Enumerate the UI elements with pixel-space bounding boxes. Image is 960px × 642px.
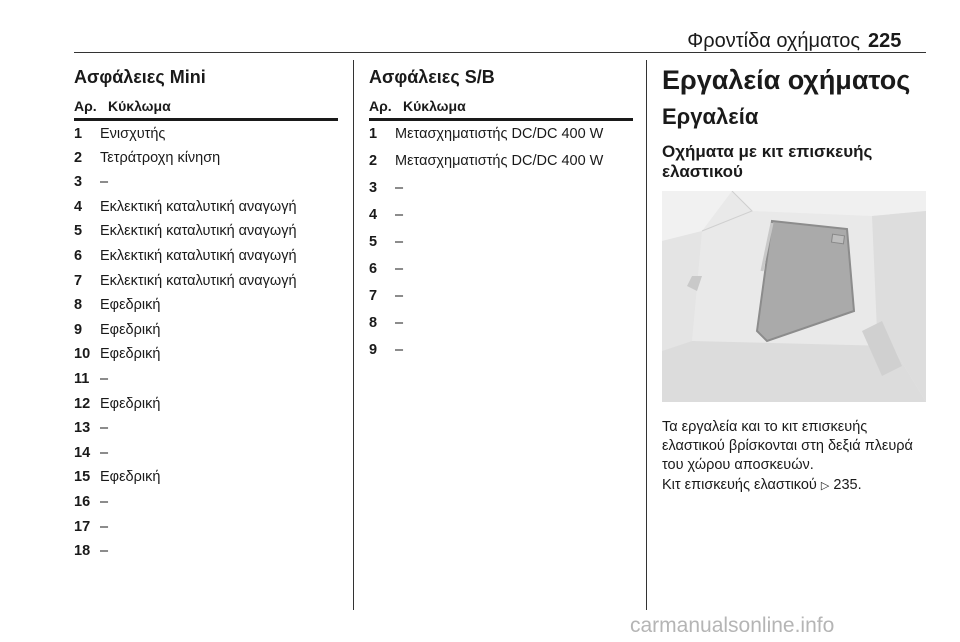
fuse-circuit: Εφεδρική xyxy=(100,346,161,363)
tools-heading: Εργαλεία οχήματος xyxy=(662,65,911,95)
column-divider-1 xyxy=(353,60,354,610)
fuses-sb-section xyxy=(369,64,633,364)
fuse-number: 13 xyxy=(74,420,91,437)
header-rule xyxy=(74,52,926,53)
fuse-circuit: Εφεδρική xyxy=(100,321,161,338)
column-divider-2 xyxy=(646,60,647,610)
fuses-mini-rows xyxy=(74,121,338,564)
table-row xyxy=(74,318,338,343)
fuse-circuit: – xyxy=(100,370,109,387)
fuse-number: 9 xyxy=(369,342,378,358)
fuse-number: 7 xyxy=(74,272,83,289)
fuses-sb-rows xyxy=(369,121,633,364)
xref-page[interactable]: 235. xyxy=(833,477,862,493)
triangle-right-icon: ▷ xyxy=(820,480,830,492)
fuse-circuit: Μετασχηματιστής DC/DC 400 W xyxy=(395,153,604,169)
table-row xyxy=(369,148,633,175)
fuse-number: 11 xyxy=(74,370,90,387)
col-number-header: Αρ. xyxy=(369,98,392,114)
col-number-header: Αρ. xyxy=(74,98,97,114)
trunk-illustration xyxy=(662,191,926,402)
fuse-number: 15 xyxy=(74,469,91,486)
fuse-circuit: – xyxy=(395,261,404,277)
table-row xyxy=(74,367,338,392)
fuse-number: 14 xyxy=(74,444,91,461)
fuses-sb-table-header xyxy=(369,96,633,116)
fuse-circuit: Εκλεκτική καταλυτική αναγωγή xyxy=(100,247,297,264)
fuse-number: 18 xyxy=(74,543,91,560)
fuse-circuit: – xyxy=(395,207,404,223)
fuse-circuit: Εφεδρική xyxy=(100,469,161,486)
table-row xyxy=(74,219,338,244)
fuses-mini-title: Ασφάλειες Mini xyxy=(74,67,206,87)
fuse-circuit: – xyxy=(100,543,109,560)
table-row xyxy=(74,342,338,367)
table-row xyxy=(74,539,338,564)
fuse-circuit: – xyxy=(100,493,109,510)
fuse-number: 4 xyxy=(369,207,378,223)
table-row xyxy=(74,269,338,294)
table-row xyxy=(74,392,338,417)
table-row xyxy=(74,465,338,490)
col-circuit-header: Κύκλωμα xyxy=(403,98,466,114)
fuse-number: 10 xyxy=(74,346,91,363)
fuse-circuit: – xyxy=(395,315,404,331)
tools-subsubheading: Οχήματα με κιτ επισκευής ελαστικού xyxy=(662,142,873,181)
fuse-circuit: – xyxy=(100,420,109,437)
fuse-number: 5 xyxy=(369,234,378,250)
fuse-number: 4 xyxy=(74,198,83,215)
fuse-circuit: Μετασχηματιστής DC/DC 400 W xyxy=(395,126,604,142)
col-circuit-header: Κύκλωμα xyxy=(108,98,171,114)
table-row xyxy=(369,202,633,229)
table-row xyxy=(74,293,338,318)
fuse-number: 1 xyxy=(369,126,378,142)
table-row xyxy=(369,121,633,148)
table-row xyxy=(74,441,338,466)
fuse-circuit: Εκλεκτική καταλυτική αναγωγή xyxy=(100,272,297,289)
fuse-circuit: – xyxy=(100,444,109,461)
fuse-number: 8 xyxy=(74,297,83,314)
fuse-number: 3 xyxy=(369,180,378,196)
fuse-circuit: Ενισχυτής xyxy=(100,126,166,142)
watermark: carmanualsonline.info xyxy=(630,614,835,637)
fuse-number: 1 xyxy=(74,126,83,142)
fuse-number: 5 xyxy=(74,223,83,240)
xref-text: Κιτ επισκευής ελαστικού xyxy=(662,477,817,493)
fuse-number: 3 xyxy=(74,174,83,191)
fuse-circuit: – xyxy=(100,174,109,191)
table-row xyxy=(74,515,338,540)
table-row xyxy=(74,244,338,269)
fuse-number: 8 xyxy=(369,315,378,331)
fuse-number: 2 xyxy=(369,153,378,169)
table-row xyxy=(74,121,338,146)
table-row xyxy=(369,175,633,202)
fuse-circuit: Εφεδρική xyxy=(100,395,161,412)
fuse-number: 6 xyxy=(369,261,378,277)
fuse-number: 7 xyxy=(369,288,378,304)
fuse-circuit: – xyxy=(395,234,404,250)
tools-paragraph: Τα εργαλεία και το κιτ επισκευής ελαστικού βρίσκονται στη δεξιά πλευρά του χώρου αποσκευών. xyxy=(662,419,913,473)
fuses-sb-title: Ασφάλειες S/B xyxy=(369,67,495,87)
fuse-number: 2 xyxy=(74,149,83,166)
table-row xyxy=(74,195,338,220)
table-row xyxy=(369,283,633,310)
fuse-circuit: – xyxy=(100,518,109,535)
table-row xyxy=(74,146,338,171)
page-number: 225 xyxy=(868,30,902,52)
table-row xyxy=(74,416,338,441)
table-row xyxy=(369,337,633,364)
table-row xyxy=(74,490,338,515)
table-row xyxy=(369,256,633,283)
fuse-number: 16 xyxy=(74,493,91,510)
fuse-circuit: Εφεδρική xyxy=(100,297,161,314)
fuse-circuit: – xyxy=(395,342,404,358)
fuse-number: 12 xyxy=(74,395,91,412)
fuse-number: 9 xyxy=(74,321,83,338)
table-row xyxy=(369,229,633,256)
fuse-circuit: Εκλεκτική καταλυτική αναγωγή xyxy=(100,198,297,215)
tools-subheading: Εργαλεία xyxy=(662,104,759,129)
fuse-circuit: Τετράτροχη κίνηση xyxy=(100,149,221,166)
fuse-circuit: Εκλεκτική καταλυτική αναγωγή xyxy=(100,223,297,240)
fuse-number: 6 xyxy=(74,247,83,264)
table-row xyxy=(369,310,633,337)
table-row xyxy=(74,170,338,195)
fuse-circuit: – xyxy=(395,288,404,304)
fuse-number: 17 xyxy=(74,518,91,535)
fuses-mini-table-header xyxy=(74,96,338,116)
trunk-photo xyxy=(662,191,926,402)
fuses-mini-section xyxy=(74,64,338,564)
header-title: Φροντίδα οχήματος xyxy=(687,30,860,52)
tools-xref-paragraph xyxy=(662,476,926,496)
fuse-circuit: – xyxy=(395,180,404,196)
